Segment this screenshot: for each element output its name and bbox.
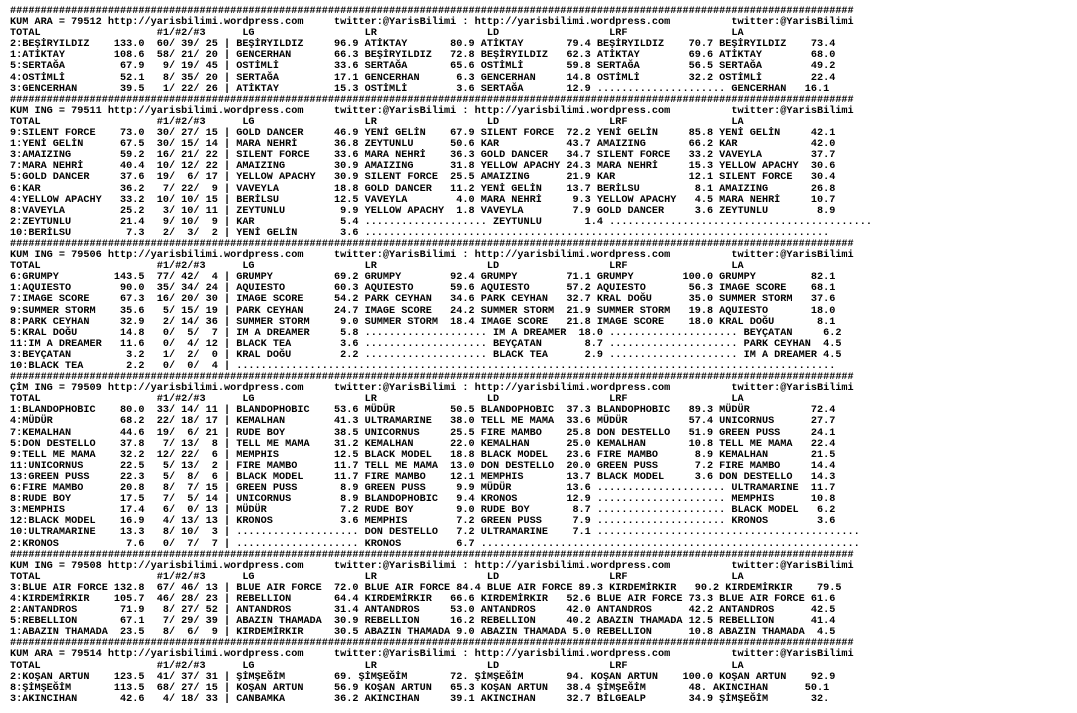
text-line: 2:ANTANDROS 71.9 8/ 27/ 52 | ANTANDROS 31.4 ANTANDROS 53.0 ANTANDROS 42.0 ANTANDROS 42.2 ANTANDROS 42.5 (10, 605, 836, 617)
separator-line: ########################################################################################################################################## (10, 372, 854, 384)
text-line: 1:BLANDOPHOBIC 80.0 33/ 14/ 11 | BLANDOPHOBIC 53.6 MÜDÜR 50.5 BLANDOPHOBIC 37.3 BLANDOPHOBIC 89.3 MÜDÜR 72.4 (10, 405, 836, 417)
text-line: ÇİM ING = 79509 http://yarisbilimi.wordpress.com twitter:@YarisBilimi : http://yarisbilimi.wordpress.com twitter:@YarisBilimi (10, 383, 854, 395)
text-line: 3:GENCERHAN 39.5 1/ 22/ 26 | ATİKTAY 15.3 OSTİMLİ 3.6 SERTAĞA 12.9 ..................... GENCERHAN 16.1 (10, 83, 830, 95)
text-line: 8:RUDE BOY 17.5 7/ 5/ 14 | UNICORNUS 8.9 BLANDOPHOBIC 9.4 KRONOS 12.9 ..................... MEMPHIS 10.8 (10, 494, 836, 506)
text-line: 9:TELL ME MAMA 32.2 12/ 22/ 6 | MEMPHIS 12.5 BLACK MODEL 18.8 BLACK MODEL 23.6 FIRE MAMBO 8.9 KEMALHAN 21.5 (10, 449, 836, 461)
text-line: 3:AMAIZING 59.2 16/ 21/ 22 | SILENT FORCE 33.6 MARA NEHRİ 36.3 GOLD DANCER 34.7 SILENT FORCE 33.2 VAVEYLA 37.7 (10, 150, 836, 162)
separator-line: ########################################################################################################################################## (10, 6, 854, 17)
text-line: 6:GRUMPY 143.5 77/ 42/ 4 | GRUMPY 69.2 GRUMPY 92.4 GRUMPY 71.1 GRUMPY 100.0 GRUMPY 82.1 (10, 272, 836, 284)
text-line: KUM ING = 79508 http://yarisbilimi.wordpress.com twitter:@YarisBilimi : http://yarisbilimi.wordpress.com twitter:@YarisBilimi (10, 560, 854, 572)
separator-line: ########################################################################################################################################## (10, 549, 854, 561)
text-line: 9:SILENT FORCE 73.0 30/ 27/ 15 | GOLD DANCER 46.9 YENİ GELİN 67.9 SILENT FORCE 72.2 YENİ GELİN 85.8 YENİ GELİN 42.1 (10, 128, 836, 140)
text-line: 12:BLACK MODEL 16.9 4/ 13/ 13 | KRONOS 3.6 MEMPHIS 7.2 GREEN PUSS 7.9 ..................... KRONOS 3.6 (10, 516, 836, 528)
text-line: 8:VAVEYLA 25.2 3/ 10/ 11 | ZEYTUNLU 9.9 YELLOW APACHY 1.8 VAVEYLA 7.9 GOLD DANCER 3.6 ZEYTUNLU 8.9 (10, 205, 836, 217)
text-line: KUM ING = 79511 http://yarisbilimi.wordpress.com twitter:@YarisBilimi : http://yarisbilimi.wordpress.com twitter:@YarisBilimi (10, 105, 854, 117)
text-line: 8:PARK CEYHAN 32.9 2/ 14/ 36 | SUMMER STORM 9.0 SUMMER STORM 18.4 IMAGE SCORE 21.8 IMAGE SCORE 18.0 KRAL DOĞU 8.1 (10, 316, 836, 328)
separator-line: ########################################################################################################################################## (10, 238, 854, 250)
text-line: 5:SERTAĞA 67.9 9/ 19/ 45 | OSTİMLİ 33.6 SERTAĞA 65.6 OSTİMLİ 59.8 SERTAĞA 56.5 SERTAĞA 49.2 (10, 61, 836, 73)
text-line: 3:BLUE AIR FORCE 132.8 67/ 46/ 13 | BLUE AIR FORCE 72.0 BLUE AIR FORCE 84.4 BLUE AIR FORCE 89.3 KIRDEMİRKIR 90.2 KIRDEMİRKIR 79.5 (10, 582, 842, 594)
text-line: 1:AQUIESTO 90.0 35/ 34/ 24 | AQUIESTO 60.3 AQUIESTO 59.6 AQUIESTO 57.2 AQUIESTO 56.3 IMAGE SCORE 68.1 (10, 283, 836, 295)
text-line: 9:SUMMER STORM 35.6 5/ 15/ 19 | PARK CEYHAN 24.7 IMAGE SCORE 24.2 SUMMER STORM 21.9 SUMMER STORM 19.8 AQUIESTO 18.0 (10, 305, 836, 317)
text-line: KUM ING = 79506 http://yarisbilimi.wordpress.com twitter:@YarisBilimi : http://yarisbilimi.wordpress.com twitter:@YarisBilimi (10, 250, 854, 262)
text-line: KUM ARA = 79512 http://yarisbilimi.wordpress.com twitter:@YarisBilimi : http://yarisbilimi.wordpress.com twitter:@YarisBilimi (10, 17, 854, 29)
text-line: 6:FIRE MAMBO 20.8 8/ 7/ 15 | GREEN PUSS 8.9 GREEN PUSS 9.9 MÜDÜR 13.6 ..................... ULTRAMARINE 11.7 (10, 483, 836, 495)
text-line: 10:BERİLSU 7.3 2/ 3/ 2 | YENİ GELİN 3.6 ............................................................................ (10, 227, 830, 239)
text-line: 5:REBELLION 67.1 7/ 29/ 39 | ABAZIN THAMADA 30.9 REBELLION 16.2 REBELLION 40.2 ABAZIN THAMADA 12.5 REBELLION 41.4 (10, 616, 836, 628)
text-line: 8:ŞİMŞEĞİM 113.5 68/ 27/ 15 | KOŞAN ARTUN 56.9 KOŞAN ARTUN 65.3 KOŞAN ARTUN 38.4 ŞİMŞEĞİM 48. AKINCIHAN 50.1 (10, 682, 830, 694)
text-line: 10:BLACK TEA 2.2 0/ 0/ 4 | .................................................................................................. (10, 361, 836, 372)
text-line: 10:ULTRAMARINE 13.3 8/ 10/ 3 | .................... DON DESTELLO 7.2 ULTRAMARINE 7.1 ........................................... (10, 527, 860, 539)
text-line: TOTAL #1/#2/#3 LG LR LD LRF LA (10, 28, 744, 40)
separator-line: ########################################################################################################################################## (10, 94, 854, 106)
text-line: 3:AKINCIHAN 42.6 4/ 18/ 33 | CANBAMKA 36.2 AKINCIHAN 39.1 AKINCIHAN 32.7 BİLGEALP 34.9 ŞİMŞEĞİM 32. (10, 693, 830, 705)
text-line: TOTAL #1/#2/#3 LG LR LD LRF LA (10, 261, 744, 273)
text-line: TOTAL #1/#2/#3 LG LR LD LRF LA (10, 394, 744, 406)
text-line: 5:KRAL DOĞU 14.8 0/ 5/ 7 | IM A DREAMER 5.8 .................... IM A DREAMER 18.0 ..................... BEYÇATAN 6.2 (10, 327, 842, 339)
text-line: 2:ZEYTUNLU 21.4 9/ 10/ 9 | KAR 5.4 .................... ZEYTUNLU 1.4 ........................................... (10, 216, 873, 228)
text-line: 11:IM A DREAMER 11.6 0/ 4/ 12 | BLACK TEA 3.6 .................... BEYÇATAN 8.7 ..................... PARK CEYHAN 4.5 (10, 338, 842, 350)
text-line: 4:MÜDÜR 68.2 22/ 18/ 17 | KEMALHAN 41.3 ULTRAMARINE 38.0 TELL ME MAMA 33.6 MÜDÜR 57.4 UNICORNUS 27.7 (10, 416, 836, 428)
text-line: 3:MEMPHIS 17.4 6/ 0/ 13 | MÜDÜR 7.2 RUDE BOY 9.0 RUDE BOY 8.7 ..................... BLACK MODEL 6.2 (10, 505, 836, 517)
text-line: 3:BEYÇATAN 3.2 1/ 2/ 0 | KRAL DOĞU 2.2 .................... BLACK TEA 2.9 ..................... IM A DREAMER 4.5 (10, 349, 842, 361)
text-line: 4:YELLOW APACHY 33.2 10/ 10/ 15 | BERİLSU 12.5 VAVEYLA 4.0 MARA NEHRİ 9.3 YELLOW APACHY 4.5 MARA NEHRİ 10.7 (10, 194, 836, 206)
text-line: 2:KRONOS 7.6 0/ 7/ 7 | .................... KRONOS 6.7 .............................................................. (10, 538, 860, 550)
text-line: 7:IMAGE SCORE 67.3 16/ 20/ 30 | IMAGE SCORE 54.2 PARK CEYHAN 34.6 PARK CEYHAN 32.7 KRAL DOĞU 35.0 SUMMER STORM 37.6 (10, 294, 836, 306)
text-line: 1:ABAZIN THAMADA 23.5 8/ 6/ 9 | KIRDEMİRKIR 30.5 ABAZIN THAMADA 9.0 ABAZIN THAMADA 5.0 REBELLION 10.8 ABAZIN THAMADA 4.5 (10, 627, 836, 639)
text-line: KUM ARA = 79514 http://yarisbilimi.wordpress.com twitter:@YarisBilimi : http://yarisbilimi.wordpress.com twitter:@YarisBilimi (10, 649, 854, 661)
text-line: 2:BEŞİRYILDIZ 133.0 60/ 39/ 25 | BEŞİRYILDIZ 96.9 ATİKTAY 80.9 ATİKTAY 79.4 BEŞİRYILDIZ 70.7 BEŞİRYILDIZ 73.4 (10, 39, 836, 51)
text-line: 6:KAR 36.2 7/ 22/ 9 | VAVEYLA 18.8 GOLD DANCER 11.2 YENİ GELİN 13.7 BERİLSU 8.1 AMAIZING 26.8 (10, 183, 836, 195)
text-line: 1:YENİ GELİN 67.5 30/ 15/ 14 | MARA NEHRİ 36.8 ZEYTUNLU 50.6 KAR 43.7 AMAIZING 66.2 KAR 42.0 (10, 139, 836, 151)
text-line: 5:GOLD DANCER 37.6 19/ 6/ 17 | YELLOW APACHY 30.9 SILENT FORCE 25.5 AMAIZING 21.9 KAR 12.1 SILENT FORCE 30.4 (10, 172, 836, 184)
text-line: 7:KEMALHAN 44.6 19/ 6/ 21 | RUDE BOY 38.5 UNICORNUS 25.5 FIRE MAMBO 25.8 DON DESTELLO 51.9 GREEN PUSS 24.1 (10, 427, 836, 439)
text-line: TOTAL #1/#2/#3 LG LR LD LRF LA (10, 116, 744, 128)
text-line: 13:GREEN PUSS 22.3 5/ 8/ 6 | BLACK MODEL 11.7 FIRE MAMBO 12.1 MEMPHIS 13.7 BLACK MODEL 3.6 DON DESTELLO 14.3 (10, 471, 836, 483)
separator-line: ########################################################################################################################################## (10, 638, 854, 650)
text-line: TOTAL #1/#2/#3 LG LR LD LRF LA (10, 571, 744, 583)
text-line: 1:ATİKTAY 108.6 58/ 21/ 20 | GENCERHAN 66.3 BEŞİRYILDIZ 72.8 BEŞİRYILDIZ 62.3 ATİKTAY 69.6 ATİKTAY 68.0 (10, 50, 836, 62)
text-line: 2:KOŞAN ARTUN 123.5 41/ 37/ 31 | ŞİMŞEĞİM 69. ŞİMŞEĞİM 72. ŞİMŞEĞİM 94. KOŞAN ARTUN 100.0 KOŞAN ARTUN 92.9 (10, 671, 836, 683)
text-line: TOTAL #1/#2/#3 LG LR LD LRF LA (10, 660, 744, 672)
text-line: 5:DON DESTELLO 37.8 7/ 13/ 8 | TELL ME MAMA 31.2 KEMALHAN 22.0 KEMALHAN 25.0 KEMALHAN 10.8 TELL ME MAMA 22.4 (10, 438, 836, 450)
race-stats-document (10, 6, 872, 705)
text-line: 4:KIRDEMİRKIR 105.7 46/ 28/ 23 | REBELLION 64.4 KIRDEMİRKIR 66.6 KIRDEMİRKIR 52.6 BLUE AIR FORCE 73.3 BLUE AIR FORCE 61.6 (10, 593, 836, 605)
text-line: 4:OSTİMLİ 52.1 8/ 35/ 20 | SERTAĞA 17.1 GENCERHAN 6.3 GENCERHAN 14.8 OSTİMLİ 32.2 OSTİMLİ 22.4 (10, 72, 836, 84)
text-line: 7:MARA NEHRİ 40.4 10/ 12/ 22 | AMAIZING 30.9 AMAIZING 31.8 YELLOW APACHY 24.3 MARA NEHRİ 15.3 YELLOW APACHY 30.6 (10, 161, 836, 173)
text-line: 11:UNICORNUS 22.5 5/ 13/ 2 | FIRE MAMBO 11.7 TELL ME MAMA 13.0 DON DESTELLO 20.0 GREEN PUSS 7.2 FIRE MAMBO 14.4 (10, 460, 836, 472)
